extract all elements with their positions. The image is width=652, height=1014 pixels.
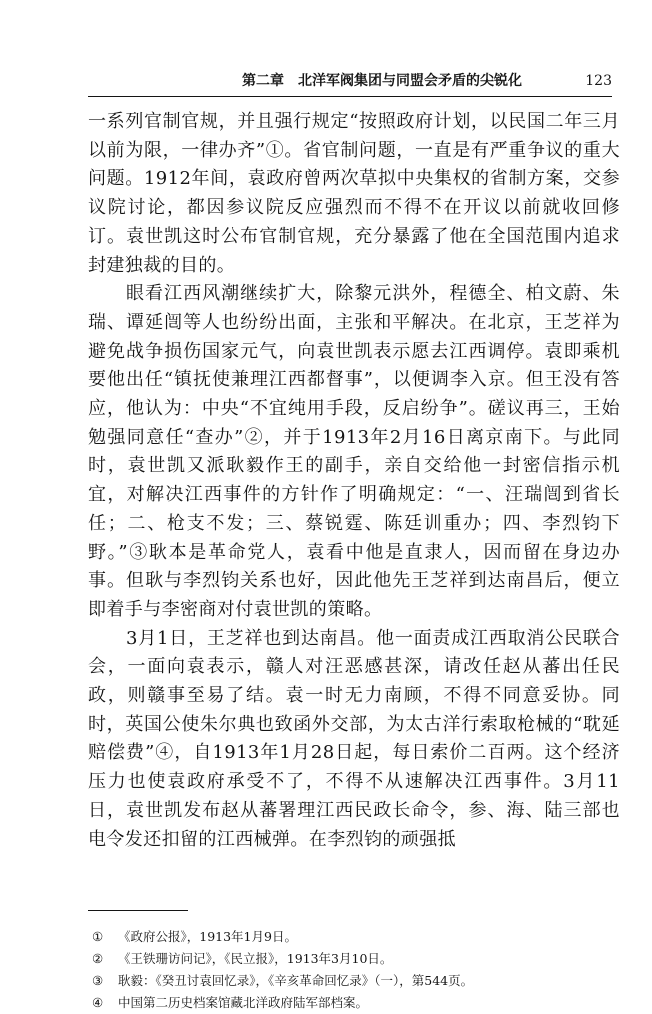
- footnote-text: 耿毅：《癸丑讨袁回忆录》，《辛亥革命回忆录》（一），第544页。: [118, 973, 474, 988]
- footnote-1: [88, 926, 620, 948]
- paragraph-3: 3月1日，王芝祥也到达南昌。他一面责成江西取消公民联合会，一面向袁表示，赣人对汪恶感甚深，请改任赵从蕃出任民政，则赣事至易了结。袁一时无力南顾，不得不同意妥协。同时，英国公使朱尔典也致函外交部，为太古洋行索取枪械的“耽延赔偿费”④，自1913年1月28日起，每日索价二百两。这个经济压力也使袁政府承受不了，不得不从速解决江西事件。3月11日，袁世凯发布赵从蕃署理江西民政长命令，参、海、陆三部也电令发还扣留的江西械弹。在李烈钧的顽强抵: [88, 627, 620, 850]
- paragraph-2: 眼看江西风潮继续扩大，除黎元洪外，程德全、柏文蔚、朱瑞、谭延闿等人也纷纷出面，主张和平解决。在北京，王芝祥为避免战争损伤国家元气，向袁世凯表示愿去江西调停。袁即乘机要他出任“镇抚使兼理江西都督事”，以便调李入京。但王没有答应，他认为：中央“不宜纯用手段，反启纷争”。磋议再三，王始勉强同意任“查办”②，并于1913年2月16日离京南下。与此同时，袁世凯又派耿毅作王的副手，亲自交给他一封密信指示机宜，对解决江西事件的方针作了明确规定：“一、汪瑞闿到省长任；二、枪支不发；三、蔡锐霆、陈廷训重办；四、李烈钧下野。”③耿本是革命党人，袁看中他是直隶人，因而留在身边办事。但耿与李烈钧关系也好，因此他先王芝祥到达南昌后，便立即着手与李密商对付袁世凯的策略。: [88, 283, 620, 620]
- footnote-marker: ④: [92, 995, 104, 1010]
- body-text: [88, 108, 620, 854]
- running-header: [88, 70, 612, 92]
- footnotes: [88, 926, 620, 1014]
- chapter-title: 第二章 北洋军阀集团与同盟会矛盾的尖锐化: [242, 73, 522, 89]
- footnote-3: [88, 970, 620, 992]
- paragraph-1: 一系列官制官规，并且强行规定“按照政府计划，以民国二年三月以前为限，一律办齐”①。省官制问题，一直是有严重争议的重大问题。1912年间，袁政府曾两次草拟中央集权的省制方案，交参议院讨论，都因参议院反应强烈而不得不在开议以前就收回修订。袁世凯这时公布官制官规，充分暴露了他在全国范围内追求封建独裁的目的。: [88, 111, 620, 276]
- footnote-rule: [88, 910, 188, 911]
- footnote-text: 《政府公报》，1913年1月9日。: [118, 929, 297, 944]
- page-number: 123: [585, 73, 612, 89]
- header-rule: [88, 96, 612, 97]
- footnote-text: 中国第二历史档案馆藏北洋政府陆军部档案。: [118, 995, 369, 1010]
- footnote-2: [88, 948, 620, 970]
- footnote-marker: ②: [92, 951, 104, 966]
- footnote-marker: ③: [92, 973, 104, 988]
- footnote-4: [88, 992, 620, 1014]
- footnote-text: 《王铁珊访问记》，《民立报》，1913年3月10日。: [118, 951, 393, 966]
- footnote-marker: ①: [92, 929, 104, 944]
